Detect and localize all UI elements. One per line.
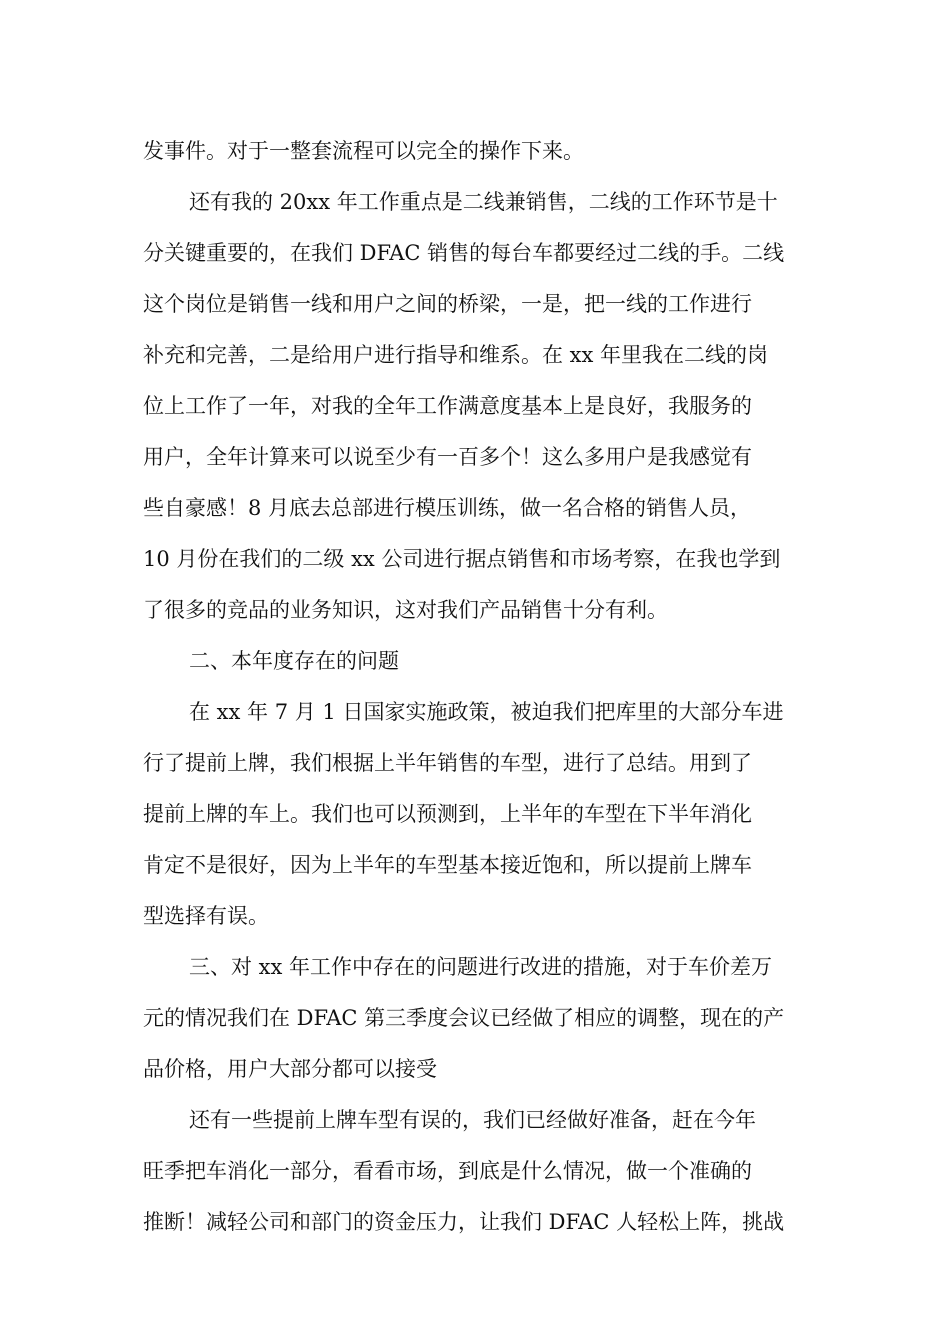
section-heading: 二、本年度存在的问题	[189, 649, 399, 673]
text-line: 还有我的 20xx 年工作重点是二线兼销售，二线的工作环节是十	[189, 190, 778, 214]
text-line: 元的情况我们在 DFAC 第三季度会议已经做了相应的调整，现在的产	[143, 1006, 785, 1030]
text-line: 还有一些提前上牌车型有误的，我们已经做好准备，赶在今年	[189, 1108, 756, 1132]
section-heading: 三、对 xx 年工作中存在的问题进行改进的措施，对于车价差万	[189, 955, 773, 979]
text-line: 些自豪感！8 月底去总部进行模压训练，做一名合格的销售人员，	[143, 496, 752, 520]
text-line: 在 xx 年 7 月 1 日国家实施政策，被迫我们把库里的大部分车进	[189, 700, 784, 724]
text-line: 型选择有误。	[143, 904, 269, 928]
text-line: 推断！减轻公司和部门的资金压力，让我们 DFAC 人轻松上阵，挑战	[143, 1210, 785, 1234]
text-line: 用户，全年计算来可以说至少有一百多个！这么多用户是我感觉有	[143, 445, 752, 469]
text-line: 肯定不是很好，因为上半年的车型基本接近饱和，所以提前上牌车	[143, 853, 752, 877]
text-line: 补充和完善，二是给用户进行指导和维系。在 xx 年里我在二线的岗	[143, 343, 769, 367]
text-line: 10 月份在我们的二级 xx 公司进行据点销售和市场考察，在我也学到	[143, 547, 781, 571]
text-line: 了很多的竞品的业务知识，这对我们产品销售十分有利。	[143, 598, 668, 622]
text-line: 发事件。对于一整套流程可以完全的操作下来。	[143, 139, 584, 163]
text-line: 行了提前上牌，我们根据上半年销售的车型，进行了总结。用到了	[143, 751, 752, 775]
text-line: 这个岗位是销售一线和用户之间的桥梁，一是，把一线的工作进行	[143, 292, 752, 316]
text-line: 品价格，用户大部分都可以接受	[143, 1057, 437, 1081]
text-line: 分关键重要的，在我们 DFAC 销售的每台车都要经过二线的手。二线	[143, 241, 785, 265]
text-line: 提前上牌的车上。我们也可以预测到，上半年的车型在下半年消化	[143, 802, 752, 826]
text-line: 旺季把车消化一部分，看看市场，到底是什么情况，做一个准确的	[143, 1159, 752, 1183]
text-line: 位上工作了一年，对我的全年工作满意度基本上是良好，我服务的	[143, 394, 752, 418]
